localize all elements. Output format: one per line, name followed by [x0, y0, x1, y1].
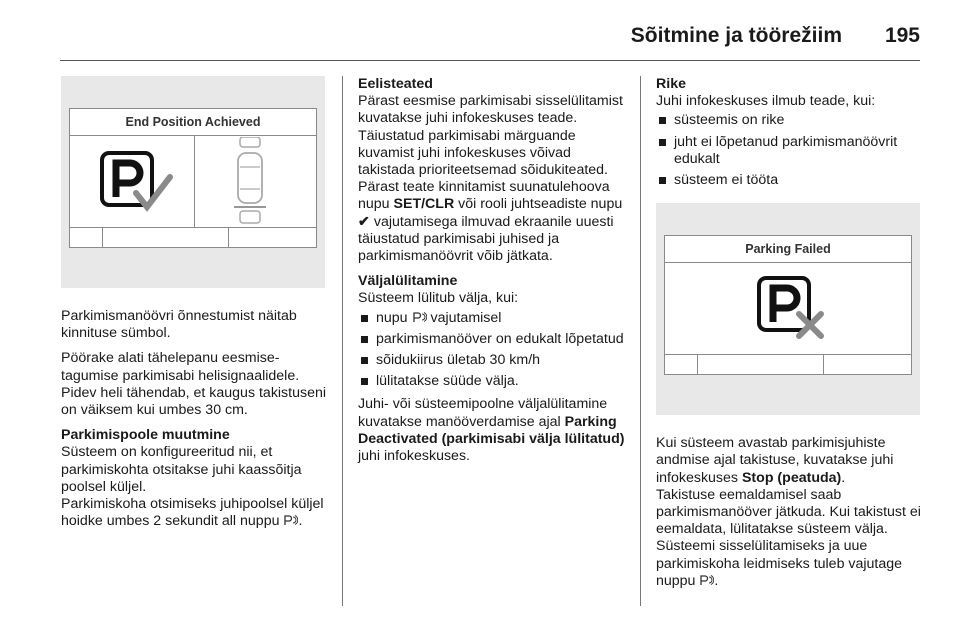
- column-1: [61, 76, 327, 538]
- parking-confirmed-icon: [100, 151, 174, 215]
- page-number: 195: [884, 24, 920, 47]
- list-item: nupu vajutamisel: [358, 310, 626, 327]
- section-heading: Rike: [656, 76, 686, 92]
- park-assist-button-icon: [699, 574, 714, 587]
- section-heading: Parkimispoole muutmine: [61, 427, 230, 444]
- list-item: süsteem ei tööta: [656, 172, 922, 189]
- paragraph: Süsteem lülitub välja, kui:: [358, 290, 519, 307]
- message-stop: Stop (peatuda): [741, 469, 842, 486]
- bullet-list: [656, 112, 922, 189]
- paragraph: Parkimismanöövri õnnestumist näitab kinnituse sümbol.: [61, 308, 297, 342]
- page-title: Sõitmine ja töörežiim: [630, 24, 842, 47]
- paragraph: Süsteem on konfigureeritud nii, et parkimiskohta otsitakse juhi kaassõitja poolsel küljel.: [61, 444, 302, 495]
- section-heading: Eelisteated: [358, 76, 433, 92]
- screen-title: End Position Achieved: [70, 109, 316, 136]
- list-item: parkimismanööver on edukalt lõpetatud: [358, 331, 626, 348]
- list-item: sõidukiirus ületab 30 km/h: [358, 352, 626, 369]
- button-label-set-clr: SET/CLR: [393, 196, 455, 213]
- park-assist-button-icon: [283, 514, 298, 527]
- page-header: [60, 16, 920, 61]
- message-parking-deactivated: Parking Deactivated (parkimisabi välja lülitatud): [358, 413, 625, 447]
- bullet-list: [358, 310, 626, 391]
- column-divider: [640, 76, 641, 606]
- park-assist-button-icon: [412, 311, 427, 324]
- paragraph: Juhi infokeskuses ilmub teade, kui:: [656, 93, 876, 110]
- parking-failed-icon: [757, 276, 827, 340]
- screen-title: Parking Failed: [665, 236, 911, 263]
- paragraph: Parkimiskoha otsimiseks juhipoolsel küljel hoidke umbes 2 sekundit all nuppu .: [61, 496, 324, 530]
- paragraph: Pärast eesmise parkimisabi sisselülitamist kuvatakse juhi infokeskuses teade. Täiustatud parkimisabi märguande kuvamist juhi infokeskuses võivad takistada prioriteetsemad sõidukiteated. Pärast teate kinnitamist suunatulehoova nupu SET/CLR või rooli juhtseadiste nupu ✔ vajutamisega ilmuvad ekraanile uuesti täiustatud parkimisabi juhised ja parkimismanöövrit võib jätkata.: [358, 93, 623, 265]
- list-item: juht ei lõpetanud parkimismanöövrit edukalt: [656, 134, 922, 168]
- display-screen: [69, 108, 317, 248]
- column-divider: [342, 76, 343, 606]
- car-sensor-icon: [230, 137, 270, 227]
- paragraph: Pöörake alati tähelepanu eesmise-tagumise parkimisabi helisignaalidele. Pidev heli tähendab, et kaugus takistuseni on väiksem kui umbes 30 cm.: [61, 350, 327, 419]
- screen-bottom-bar: [665, 354, 911, 374]
- paragraph: Juhi- või süsteemipoolne väljalülitamine kuvatakse manööverdamise ajal Parking Deactivated (parkimisabi välja lülitatud) juhi infokeskuses.: [358, 396, 625, 465]
- figure-end-position: [61, 76, 325, 288]
- paragraph: Kui süsteem avastab parkimisjuhiste andmise ajal takistuse, kuvatakse juhi infokeskuses Stop (peatuda).: [656, 435, 894, 486]
- list-item: süsteemis on rike: [656, 112, 922, 129]
- column-3: [656, 76, 922, 598]
- section-heading: Väljalülitamine: [358, 273, 458, 290]
- screen-bottom-bar: [70, 227, 316, 247]
- screen-divider: [194, 136, 195, 227]
- figure-parking-failed: [656, 203, 920, 415]
- check-icon: ✔: [358, 213, 370, 230]
- column-2: [358, 76, 626, 473]
- paragraph: Takistuse eemaldamisel saab parkimismanööver jätkuda. Kui takistust ei eemaldata, lülitatakse süsteem välja. Süsteemi sisselülitamiseks ja uue parkimiskoha leidmiseks tuleb vajutage nuppu .: [656, 486, 921, 589]
- display-screen: [664, 235, 912, 375]
- list-item: lülitatakse süüde välja.: [358, 373, 626, 390]
